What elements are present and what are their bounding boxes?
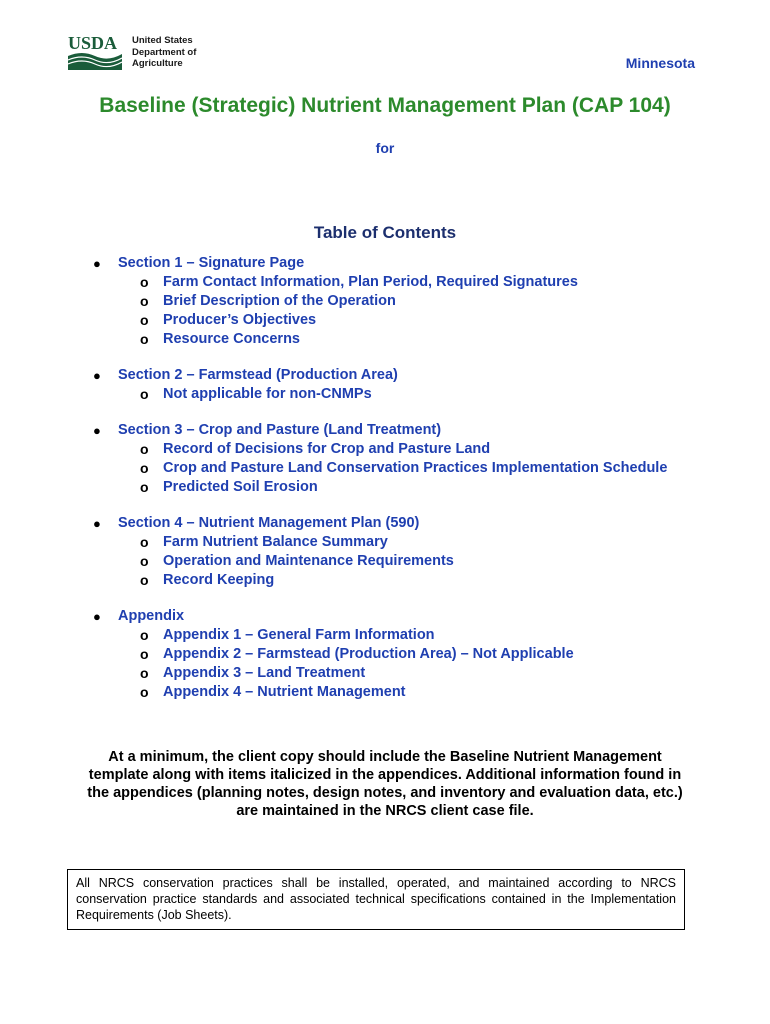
sub-bullet-icon: o xyxy=(140,684,149,700)
toc-section-1 xyxy=(90,254,730,349)
agency-name-line: United States xyxy=(132,35,193,46)
note-line: At a minimum, the client copy should include the Baseline Nutrient Management xyxy=(108,749,662,765)
toc-item: o Appendix 2 – Farmstead (Production Area) – Not Applicable xyxy=(140,646,574,662)
toc-item: o Predicted Soil Erosion xyxy=(140,479,318,495)
toc-section-heading: ● Section 3 – Crop and Pasture (Land Treatment) xyxy=(93,422,442,438)
toc-section-4 xyxy=(90,514,730,590)
bullet-icon: ● xyxy=(93,256,101,271)
document-title: Baseline (Strategic) Nutrient Management Plan (CAP 104) xyxy=(99,94,671,117)
usda-logo-wordmark: USDA xyxy=(68,34,118,53)
sub-bullet-icon: o xyxy=(140,386,149,402)
toc-section-appendix xyxy=(90,607,730,702)
bullet-icon: ● xyxy=(93,423,101,438)
toc-heading: Table of Contents xyxy=(313,223,457,242)
for-label: for xyxy=(375,140,395,156)
sub-bullet-icon: o xyxy=(140,331,149,347)
bullet-icon: ● xyxy=(93,516,101,531)
toc-section-heading: ● Section 1 – Signature Page xyxy=(93,255,305,271)
sub-bullet-icon: o xyxy=(140,553,149,569)
sub-bullet-icon: o xyxy=(140,460,149,476)
sub-bullet-icon: o xyxy=(140,665,149,681)
agency-name-line: Agriculture xyxy=(132,58,183,69)
toc-item: o Farm Contact Information, Plan Period, Required Signatures xyxy=(140,274,578,290)
sub-bullet-icon: o xyxy=(140,572,149,588)
bullet-icon: ● xyxy=(93,368,101,383)
client-copy-note xyxy=(60,748,710,820)
toc-item: o Producer’s Objectives xyxy=(140,312,317,328)
practices-disclaimer-box: All NRCS conservation practices shall be installed, operated, and maintained according to NRCS conservation practice standards and associated technical specifications contained in the Implementation Requirements (Job Sheets). xyxy=(67,869,685,930)
toc-item: o Record Keeping xyxy=(140,572,275,588)
toc-item: o Appendix 1 – General Farm Information xyxy=(140,627,435,643)
table-of-contents xyxy=(90,254,730,719)
state-label: Minnesota xyxy=(625,55,695,71)
sub-bullet-icon: o xyxy=(140,534,149,550)
toc-item: o Resource Concerns xyxy=(140,331,300,347)
sub-bullet-icon: o xyxy=(140,627,149,643)
sub-bullet-icon: o xyxy=(140,312,149,328)
toc-item: o Farm Nutrient Balance Summary xyxy=(140,534,388,550)
usda-logo xyxy=(68,34,208,70)
toc-section-heading: ● Section 2 – Farmstead (Production Area) xyxy=(93,367,398,383)
sub-bullet-icon: o xyxy=(140,441,149,457)
toc-section-3 xyxy=(90,421,730,497)
toc-section-2 xyxy=(90,366,730,404)
agency-name-line: Department of xyxy=(132,46,197,58)
toc-item: o Record of Decisions for Crop and Pasture Land xyxy=(140,441,491,457)
toc-item: o Brief Description of the Operation xyxy=(140,293,396,309)
sub-bullet-icon: o xyxy=(140,479,149,495)
note-line: template along with items italicized in the appendices. Additional information found in xyxy=(88,767,682,783)
usda-logo-icon xyxy=(68,34,122,70)
bullet-icon: ● xyxy=(93,609,101,624)
toc-section-heading: ● Appendix xyxy=(93,608,185,624)
toc-item: o Operation and Maintenance Requirements xyxy=(140,553,454,569)
note-line: are maintained in the NRCS client case file. xyxy=(236,803,534,819)
toc-item: o Not applicable for non-CNMPs xyxy=(140,386,372,402)
sub-bullet-icon: o xyxy=(140,274,149,290)
agency-name xyxy=(132,35,196,70)
sub-bullet-icon: o xyxy=(140,293,149,309)
toc-item: o Appendix 4 – Nutrient Management xyxy=(140,684,406,700)
toc-section-heading: ● Section 4 – Nutrient Management Plan (590) xyxy=(93,515,420,531)
toc-item: o Crop and Pasture Land Conservation Practices Implementation Schedule xyxy=(140,460,668,476)
note-line: the appendices (planning notes, design notes, and inventory and evaluation data, etc.) xyxy=(87,785,683,801)
toc-item: o Appendix 3 – Land Treatment xyxy=(140,665,366,681)
sub-bullet-icon: o xyxy=(140,646,149,662)
